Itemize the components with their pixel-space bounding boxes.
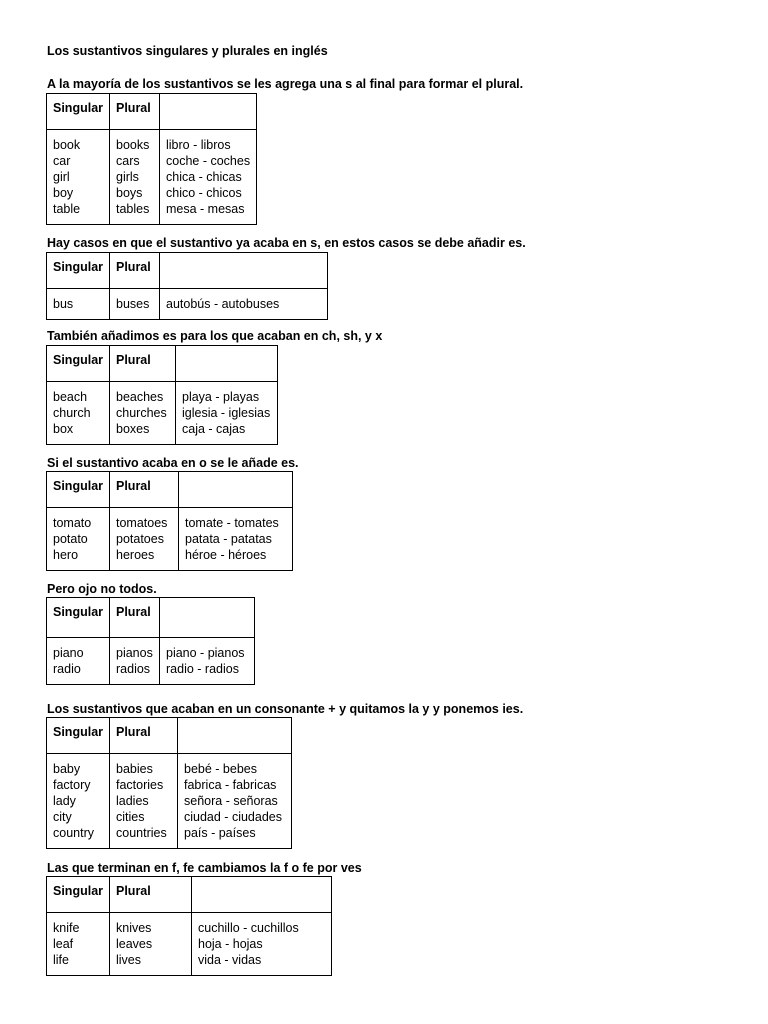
translation-word: hoja - hojas: [198, 937, 263, 951]
plural-header: Plural: [110, 598, 160, 638]
singular-word: girl: [53, 170, 70, 184]
plural-cell: [110, 638, 160, 685]
table-header-row: [47, 718, 292, 754]
plural-header: Plural: [110, 94, 160, 130]
plural-word: factories: [116, 778, 164, 792]
page-title: Los sustantivos singulares y plurales en inglés: [47, 44, 328, 58]
translation-word: señora - señoras: [184, 794, 278, 808]
noun-table: [46, 597, 255, 685]
translation-cell: [160, 130, 257, 225]
translation-word: patata - patatas: [185, 532, 272, 546]
singular-header: Singular: [47, 718, 110, 754]
plural-word: boys: [116, 186, 143, 200]
translation-word: autobús - autobuses: [166, 297, 280, 311]
plural-cell: [110, 754, 178, 849]
singular-word: knife: [53, 921, 80, 935]
section-intro: Las que terminan en f, fe cambiamos la f o fe por ves: [47, 861, 362, 875]
section-intro: Hay casos en que el sustantivo ya acaba en s, en estos casos se debe añadir es.: [47, 236, 526, 250]
translation-cell: [176, 382, 278, 445]
table-row: [47, 289, 328, 320]
plural-word: ladies: [116, 794, 149, 808]
translation-word: vida - vidas: [198, 953, 262, 967]
translation-header: [160, 253, 328, 289]
singular-cell: [47, 913, 110, 976]
plural-word: churches: [116, 406, 167, 420]
plural-cell: [110, 289, 160, 320]
noun-table: [46, 345, 278, 445]
table-row: [47, 130, 257, 225]
translation-word: héroe - héroes: [185, 548, 267, 562]
table-header-row: [47, 346, 278, 382]
singular-word: table: [53, 202, 81, 216]
singular-header: Singular: [47, 253, 110, 289]
translation-header: [192, 877, 332, 913]
translation-word: playa - playas: [182, 390, 260, 404]
singular-word: radio: [53, 662, 81, 676]
plural-word: babies: [116, 762, 153, 776]
plural-word: heroes: [116, 548, 155, 562]
plural-header: Plural: [110, 718, 178, 754]
translation-header: [160, 94, 257, 130]
translation-word: libro - libros: [166, 138, 231, 152]
plural-cell: [110, 382, 176, 445]
singular-word: life: [53, 953, 69, 967]
plural-word: countries: [116, 826, 167, 840]
plural-word: girls: [116, 170, 139, 184]
singular-header: Singular: [47, 472, 110, 508]
translation-header: [178, 718, 292, 754]
singular-word: beach: [53, 390, 88, 404]
translation-cell: [160, 638, 255, 685]
translation-cell: [178, 754, 292, 849]
singular-word: box: [53, 422, 74, 436]
translation-word: fabrica - fabricas: [184, 778, 277, 792]
plural-word: potatoes: [116, 532, 164, 546]
singular-word: boy: [53, 186, 74, 200]
singular-cell: [47, 638, 110, 685]
plural-word: cities: [116, 810, 145, 824]
translation-cell: [192, 913, 332, 976]
singular-header: Singular: [47, 598, 110, 638]
table-row: [47, 754, 292, 849]
plural-word: buses: [116, 297, 150, 311]
translation-word: caja - cajas: [182, 422, 246, 436]
singular-word: car: [53, 154, 71, 168]
table-header-row: [47, 94, 257, 130]
plural-word: boxes: [116, 422, 150, 436]
plural-cell: [110, 508, 179, 571]
singular-header: Singular: [47, 346, 110, 382]
noun-table: [46, 471, 293, 571]
translation-cell: [160, 289, 328, 320]
translation-word: chico - chicos: [166, 186, 242, 200]
translation-word: cuchillo - cuchillos: [198, 921, 299, 935]
translation-word: radio - radios: [166, 662, 239, 676]
table-header-row: [47, 877, 332, 913]
singular-cell: [47, 754, 110, 849]
singular-word: hero: [53, 548, 79, 562]
noun-table: [46, 876, 332, 976]
plural-header: Plural: [110, 253, 160, 289]
singular-word: book: [53, 138, 81, 152]
section-intro: Si el sustantivo acaba en o se le añade es.: [47, 456, 299, 470]
plural-cell: [110, 130, 160, 225]
translation-word: coche - coches: [166, 154, 251, 168]
singular-word: church: [53, 406, 91, 420]
singular-word: baby: [53, 762, 81, 776]
singular-word: potato: [53, 532, 88, 546]
singular-cell: [47, 289, 110, 320]
plural-word: tomatoes: [116, 516, 168, 530]
translation-word: chica - chicas: [166, 170, 242, 184]
noun-table: [46, 717, 292, 849]
noun-table: [46, 93, 257, 225]
plural-word: lives: [116, 953, 142, 967]
singular-word: piano: [53, 646, 84, 660]
singular-word: leaf: [53, 937, 74, 951]
plural-word: radios: [116, 662, 151, 676]
translation-word: iglesia - iglesias: [182, 406, 271, 420]
plural-word: cars: [116, 154, 140, 168]
singular-header: Singular: [47, 877, 110, 913]
table-header-row: [47, 253, 328, 289]
translation-word: piano - pianos: [166, 646, 245, 660]
noun-table: [46, 252, 328, 320]
translation-word: ciudad - ciudades: [184, 810, 282, 824]
plural-word: leaves: [116, 937, 153, 951]
section-intro: También añadimos es para los que acaban en ch, sh, y x: [47, 329, 383, 343]
translation-word: tomate - tomates: [185, 516, 279, 530]
singular-word: city: [53, 810, 72, 824]
plural-word: beaches: [116, 390, 164, 404]
table-row: [47, 638, 255, 685]
section-intro: Pero ojo no todos.: [47, 582, 157, 596]
translation-word: país - países: [184, 826, 256, 840]
singular-word: tomato: [53, 516, 92, 530]
table-row: [47, 508, 293, 571]
singular-word: country: [53, 826, 94, 840]
translation-cell: [179, 508, 293, 571]
table-header-row: [47, 598, 255, 638]
translation-header: [176, 346, 278, 382]
singular-word: lady: [53, 794, 76, 808]
plural-word: tables: [116, 202, 150, 216]
plural-cell: [110, 913, 192, 976]
translation-header: [179, 472, 293, 508]
table-row: [47, 382, 278, 445]
plural-word: pianos: [116, 646, 153, 660]
table-row: [47, 913, 332, 976]
section-intro: A la mayoría de los sustantivos se les agrega una s al final para formar el plural.: [47, 77, 524, 91]
table-header-row: [47, 472, 293, 508]
singular-word: bus: [53, 297, 74, 311]
singular-cell: [47, 382, 110, 445]
translation-word: mesa - mesas: [166, 202, 245, 216]
section-intro: Los sustantivos que acaban en un consonante + y quitamos la y y ponemos ies.: [47, 702, 524, 716]
singular-cell: [47, 130, 110, 225]
singular-cell: [47, 508, 110, 571]
plural-header: Plural: [110, 346, 176, 382]
plural-word: knives: [116, 921, 152, 935]
singular-word: factory: [53, 778, 91, 792]
translation-header: [160, 598, 255, 638]
plural-header: Plural: [110, 877, 192, 913]
plural-header: Plural: [110, 472, 179, 508]
singular-header: Singular: [47, 94, 110, 130]
plural-word: books: [116, 138, 150, 152]
translation-word: bebé - bebes: [184, 762, 257, 776]
